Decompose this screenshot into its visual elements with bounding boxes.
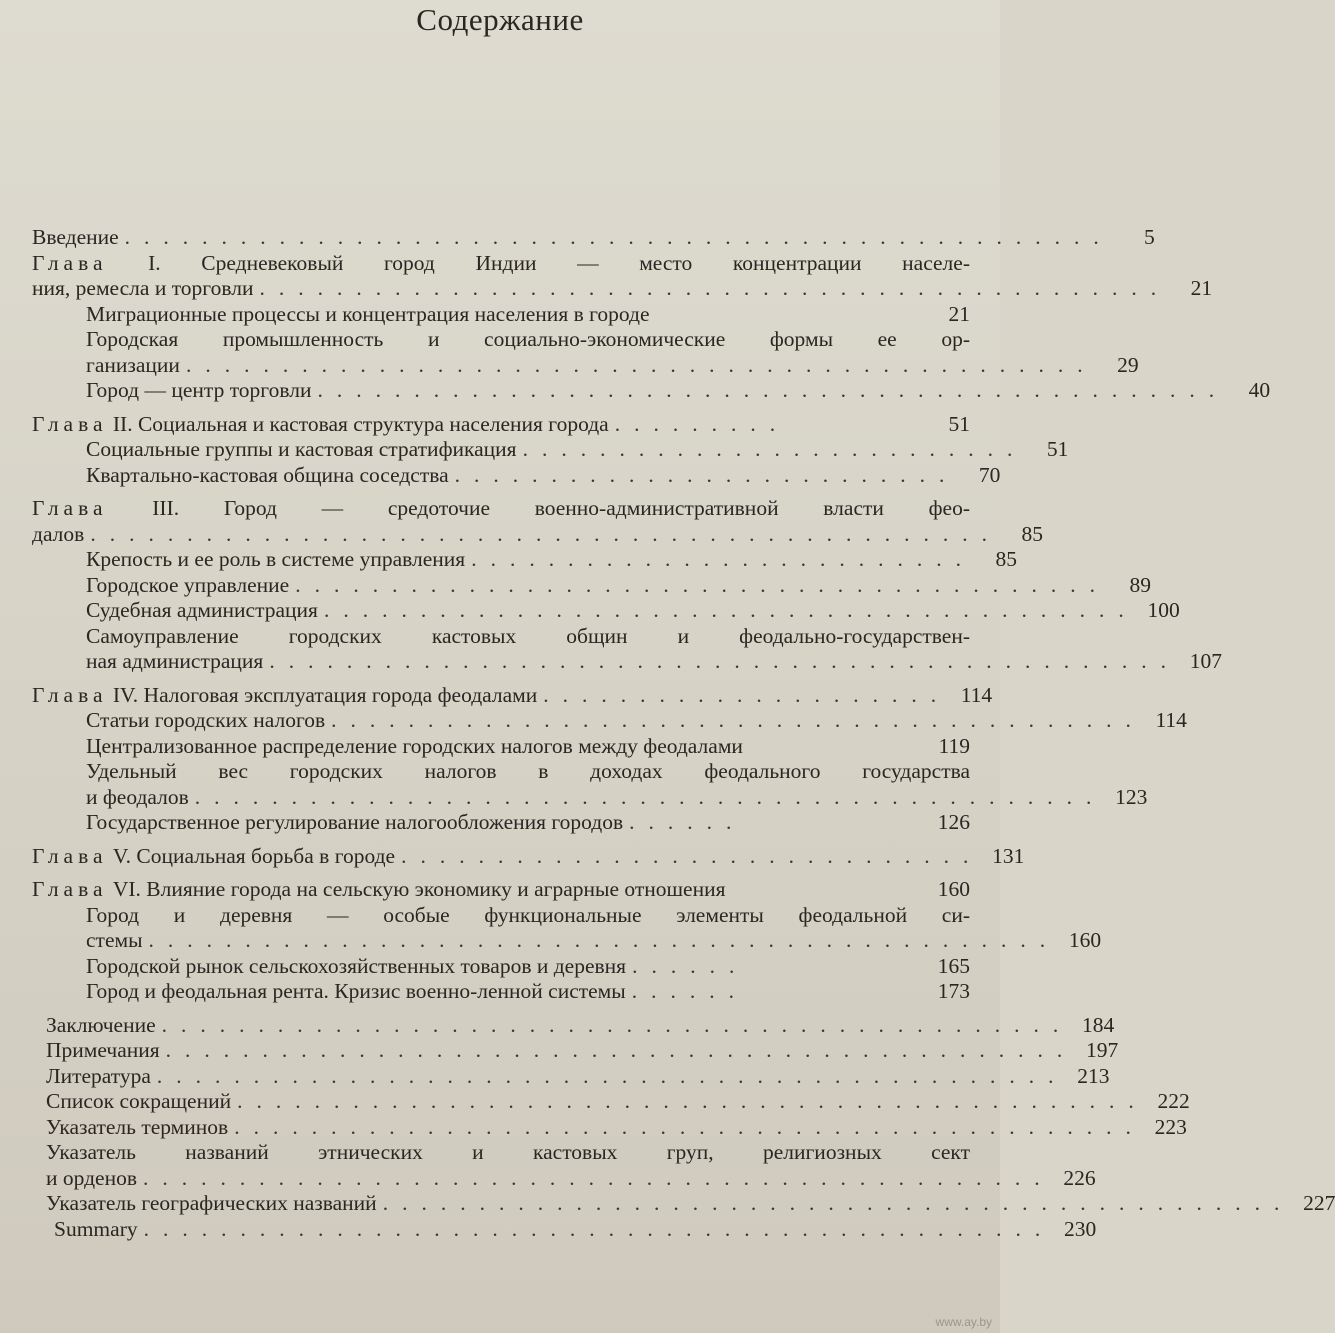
leader-dots: .......................................... bbox=[295, 572, 1109, 597]
toc-chapter-2 bbox=[32, 411, 1069, 489]
leader-dots: ............................................... bbox=[90, 521, 1001, 546]
toc-page-number: 230 bbox=[1063, 1216, 1097, 1241]
chapter-prefix: Глава bbox=[32, 843, 108, 868]
chapter-heading-cont: далов bbox=[32, 521, 85, 546]
toc-page-number: 160 bbox=[937, 877, 970, 901]
toc-page-number: 5 bbox=[1144, 225, 1155, 249]
toc-entry: Указатель географических названий ............................................... 227 bbox=[46, 1191, 1335, 1215]
toc-page-number: 51 bbox=[1046, 437, 1069, 461]
leader-dots: .......................... bbox=[454, 462, 959, 487]
toc-subentry: Статьи городских налогов .......................................... 114 bbox=[86, 708, 1187, 732]
toc-page-number: 29 bbox=[1117, 352, 1139, 377]
toc-page-number: 70 bbox=[978, 462, 1001, 487]
toc-page-number: 131 bbox=[992, 843, 1025, 868]
toc-subentry: Квартально-кастовая община соседства .......................... 70 bbox=[86, 462, 1001, 487]
leader-dots: ............................................... bbox=[148, 928, 1060, 952]
toc-page-number: 223 bbox=[1154, 1114, 1187, 1139]
leader-dots: ...... bbox=[632, 953, 749, 978]
leader-dots: ............................................... bbox=[269, 649, 1180, 673]
toc-page-number: 21 bbox=[1190, 276, 1213, 300]
toc-chapter-5 bbox=[32, 843, 1025, 870]
toc-subentry: Самоуправление городских кастовых общин и феодально-государствен- ная администрация ............................................... 107 bbox=[86, 623, 1222, 673]
leader-dots: ...... bbox=[631, 979, 748, 1003]
toc-entry: Список сокращений ............................................... 222 bbox=[46, 1089, 1190, 1113]
toc-subentry: Миграционные процессы и концентрация населения в городе 21 bbox=[86, 301, 970, 326]
leader-dots: ............................................... bbox=[165, 1038, 1077, 1062]
toc-page-number: 40 bbox=[1248, 378, 1271, 402]
leader-dots: ..................... bbox=[543, 682, 951, 707]
chapter-prefix: Глава bbox=[32, 682, 108, 707]
leader-dots: ............................................... bbox=[234, 1114, 1145, 1139]
toc-page-number: 89 bbox=[1129, 572, 1151, 597]
toc-subentry: Городское управление .......................................... 89 bbox=[86, 572, 1151, 597]
chapter-heading: V. Социальная борьба в городе bbox=[112, 843, 396, 868]
toc-chapter-6 bbox=[32, 877, 1102, 1005]
toc-page-number: 85 bbox=[1021, 521, 1043, 546]
toc-label: Введение bbox=[32, 225, 119, 249]
leader-dots: .............................. bbox=[401, 843, 983, 868]
toc-subentry: Судебная администрация .......................................... 100 bbox=[86, 598, 1180, 622]
toc-subentry: Удельный вес городских налогов в доходах феодального государства и феодалов ............................................... 123 bbox=[86, 759, 1148, 809]
toc-page-number: 222 bbox=[1157, 1089, 1190, 1113]
toc-entry: Указатель терминов ............................................... 223 bbox=[46, 1114, 1187, 1139]
leader-dots: .......................................... bbox=[323, 598, 1138, 622]
leader-dots: .......................... bbox=[471, 547, 975, 571]
leader-dots: ............................................... bbox=[317, 378, 1229, 402]
toc-entry: Заключение ............................................... 184 bbox=[46, 1012, 1115, 1037]
leader-dots: .......................................... bbox=[331, 708, 1145, 732]
leader-dots: ......... bbox=[614, 411, 790, 436]
leader-dots: ............................................... bbox=[161, 1012, 1073, 1037]
toc-page-number: 227 bbox=[1303, 1191, 1335, 1215]
leader-dots: ............................................... bbox=[259, 276, 1171, 300]
toc-subentry: Город и феодальная рента. Кризис военно-ленной системы ...... 173 bbox=[86, 979, 970, 1003]
leader-dots: ............................................... bbox=[156, 1063, 1068, 1088]
leader-dots: ............................................... bbox=[194, 784, 1106, 809]
toc-entry: Литература ............................................... 213 bbox=[46, 1063, 1110, 1088]
toc-page-number: 126 bbox=[937, 810, 970, 834]
chapter-heading: VI. Влияние города на сельскую экономику и аграрные отношения bbox=[112, 877, 726, 901]
toc-chapter-1 bbox=[32, 250, 1271, 404]
toc-subentry: Государственное регулирование налогообложения городов ...... 126 bbox=[86, 810, 970, 834]
leader-dots: ............................................... bbox=[382, 1191, 1294, 1215]
toc-page-number: 165 bbox=[937, 953, 970, 978]
leader-dots: ............................................... bbox=[237, 1089, 1148, 1113]
table-of-contents bbox=[32, 225, 1335, 1242]
toc-back-matter bbox=[32, 1012, 1335, 1243]
toc-page-number: 21 bbox=[948, 301, 970, 326]
toc-page-number: 160 bbox=[1068, 928, 1102, 952]
toc-page-number: 123 bbox=[1115, 784, 1148, 809]
toc-page-number: 114 bbox=[960, 682, 993, 707]
toc-chapter-3 bbox=[32, 496, 1222, 675]
chapter-heading-cont: ния, ремесла и торговли bbox=[32, 276, 254, 300]
toc-page-number: 226 bbox=[1063, 1165, 1096, 1190]
leader-dots: ............................................... bbox=[143, 1165, 1054, 1190]
toc-subentry: Социальные группы и кастовая стратификация .......................... 51 bbox=[86, 437, 1069, 461]
toc-subentry: Городской рынок сельскохозяйственных товаров и деревня ...... 165 bbox=[86, 953, 970, 978]
toc-subentry: Город — центр торговли ............................................... 40 bbox=[86, 378, 1271, 402]
toc-entry: Указатель названий этнических и кастовых груп, религиозных сект и орденов ............................................... 226 bbox=[46, 1140, 1096, 1190]
page-title: Содержание bbox=[416, 2, 584, 37]
toc-page-number: 197 bbox=[1086, 1038, 1119, 1062]
toc-subentry: Город и деревня — особые функциональные элементы феодальной си- стемы ............................................... 160 bbox=[86, 902, 1102, 952]
leader-dots: ............................................... bbox=[143, 1216, 1055, 1241]
toc-page-number: 85 bbox=[995, 547, 1017, 571]
toc-page-number: 107 bbox=[1189, 649, 1222, 673]
leader-dots: .......................... bbox=[522, 437, 1027, 461]
chapter-heading: II. Социальная и кастовая структура населения города bbox=[112, 411, 609, 436]
chapter-heading: III. Город — средоточие военно-административной власти фео- bbox=[152, 496, 970, 520]
toc-page-number: 213 bbox=[1077, 1063, 1110, 1088]
chapter-heading: IV. Налоговая эксплуатация города феодалами bbox=[112, 682, 538, 707]
leader-dots: ................................................... bbox=[124, 225, 1113, 249]
toc-page-number: 184 bbox=[1082, 1012, 1115, 1037]
chapter-prefix: Глава bbox=[32, 877, 108, 901]
toc-entry: Summary ............................................... 230 bbox=[54, 1216, 1097, 1241]
chapter-heading: I. Средневековый город Индии — место концентрации населе- bbox=[148, 250, 970, 275]
toc-subentry: Городская промышленность и социально-экономические формы ее ор- ганизации ............................................... 29 bbox=[86, 327, 1139, 377]
leader-dots: ............................................... bbox=[185, 352, 1097, 377]
toc-entry: Примечания ............................................... 197 bbox=[46, 1038, 1119, 1062]
chapter-prefix: Глава bbox=[32, 411, 108, 436]
toc-subentry: Централизованное распределение городских налогов между феодалами 119 bbox=[86, 733, 970, 758]
toc-page-number: 173 bbox=[937, 979, 970, 1003]
toc-page-number: 51 bbox=[948, 411, 970, 436]
toc-chapter-4 bbox=[32, 682, 1187, 836]
leader-dots: ...... bbox=[629, 810, 746, 834]
toc-page-number: 100 bbox=[1147, 598, 1180, 622]
toc-page-number: 114 bbox=[1155, 708, 1187, 732]
toc-entry-intro bbox=[32, 225, 1155, 251]
chapter-prefix: Глава bbox=[32, 496, 108, 520]
chapter-prefix: Глава bbox=[32, 250, 108, 275]
toc-page-number: 119 bbox=[938, 733, 970, 758]
watermark: www.ay.by bbox=[935, 1315, 992, 1329]
toc-subentry: Крепость и ее роль в системе управления .......................... 85 bbox=[86, 547, 1017, 571]
